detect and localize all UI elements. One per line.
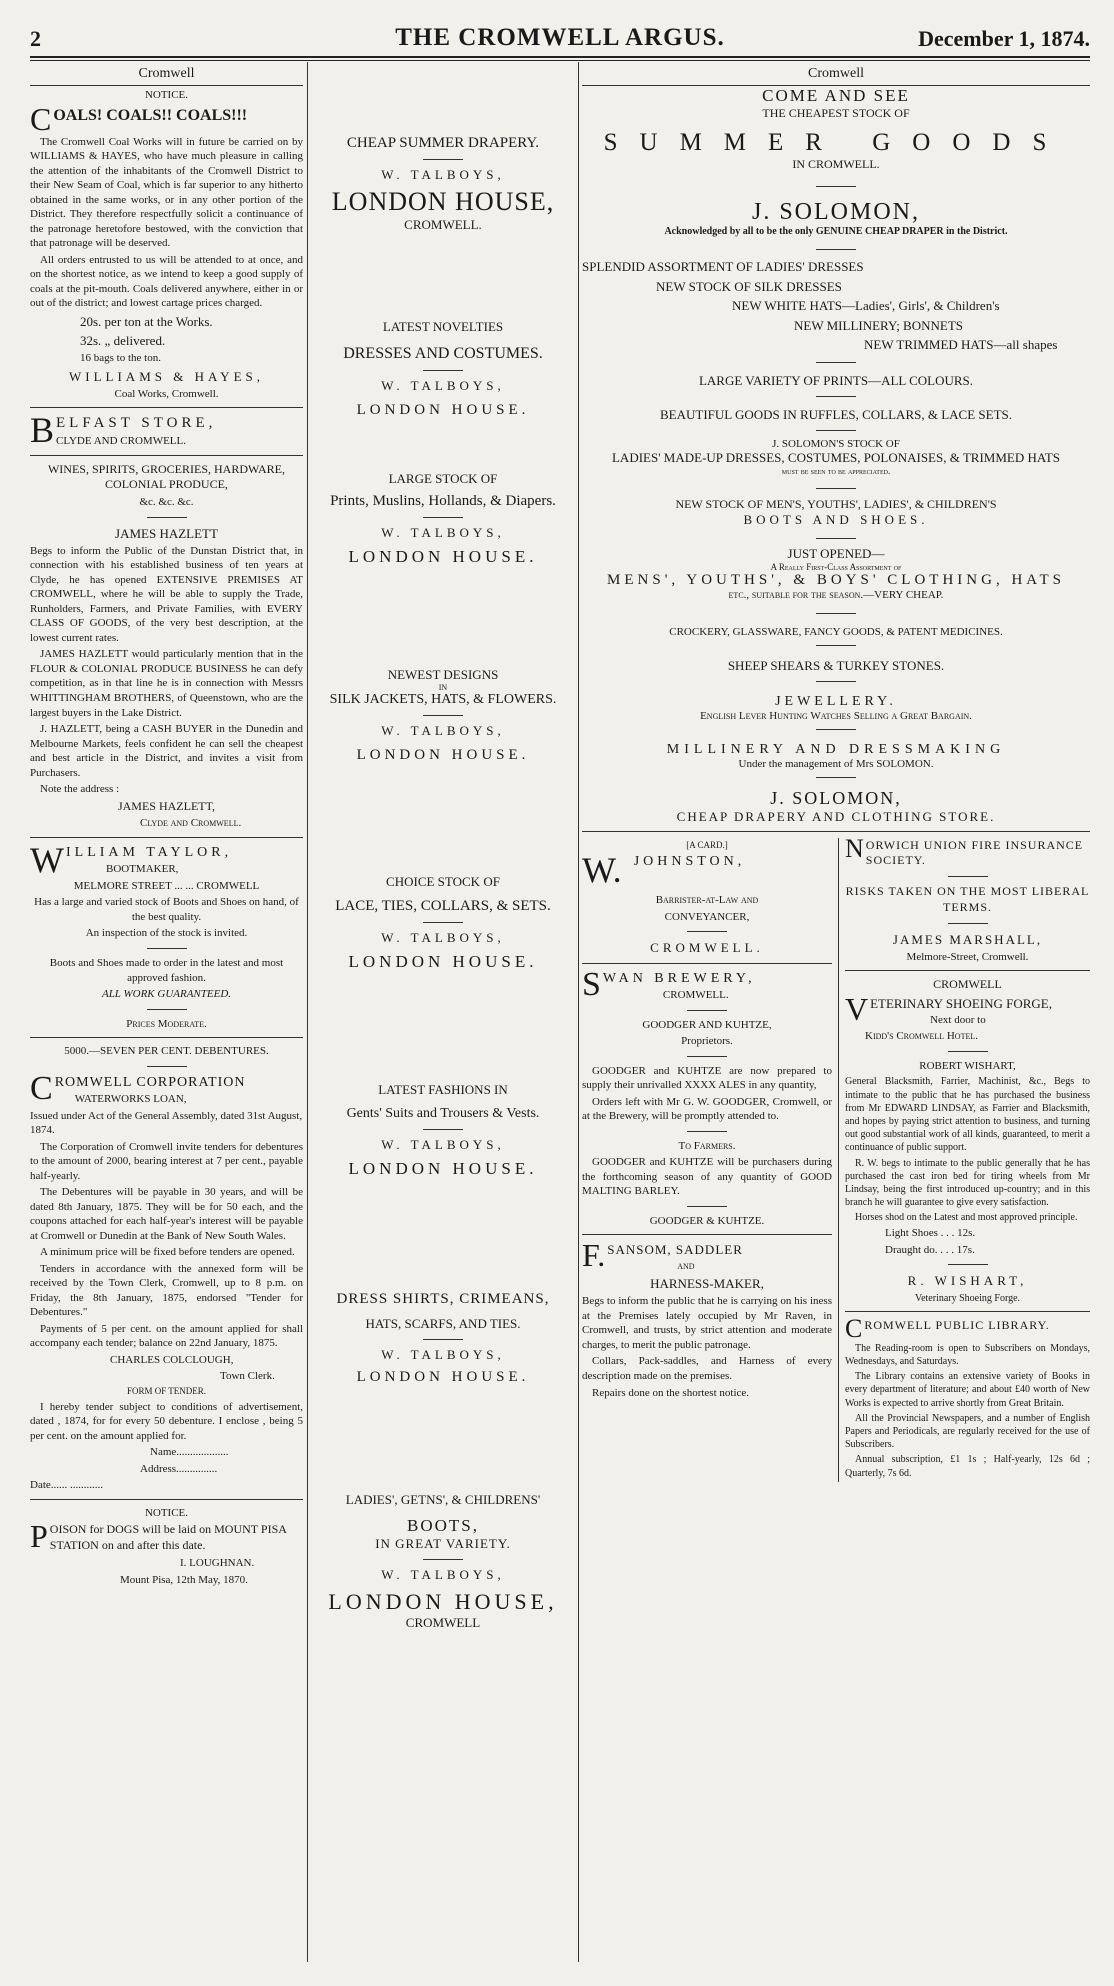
vet-next-door: Next door to: [930, 1013, 986, 1026]
masthead: [30, 22, 1090, 52]
boots-line-2: BOOTS AND SHOES.: [743, 511, 929, 527]
taylor-trade: BOOTMAKER,: [105, 863, 179, 876]
belfast-para-3: J. HAZLETT, being a CASH BUYER in the Dunedin and Melbourne Markets, feels confident he can sell the cheapest and best article in the District, and invites a visit from Purchasers.: [30, 723, 303, 779]
belfast-note: Note the address :: [40, 783, 120, 796]
prints-line: LARGE VARIETY OF PRINTS—ALL COLOURS.: [698, 372, 974, 388]
dress-list-item: NEW TRIMMED HATS—all shapes: [864, 337, 1058, 352]
advert-line: Gents' Suits and Trousers & Vests.: [346, 1106, 540, 1121]
vet-draught: Draught do. . . . 17s.: [885, 1243, 975, 1256]
loan-subtitle: WATERWORKS LOAN,: [74, 1093, 187, 1106]
vet-para-1: General Blacksmith, Farrier, Machinist, &c., Begs to intimate to the public that he has purchased the business from Mr EDWARD LINDSAY, as Farrier and Blacksmith, and hopes by paying strict attention to business, and turning out good substantial work of all kinds, guaranteed, to merit a continuance of public support.: [845, 1076, 1090, 1154]
advert-line: DRESSES AND COSTUMES.: [343, 345, 543, 362]
belfast-goods: WINES, SPIRITS, GROCERIES, HARDWARE, COLONIAL PRODUCE,: [47, 461, 285, 492]
vet-para-3: Horses shod on the Latest and most approved principle.: [855, 1212, 1078, 1224]
management: Under the management of Mrs SOLOMON.: [738, 757, 934, 770]
talboys-name: W. TALBOYS,: [381, 525, 505, 540]
belfast-advert: [30, 414, 303, 831]
drop-cap: S: [582, 969, 601, 1003]
solomon-name-2: J. SOLOMON,: [770, 787, 902, 808]
separator: [423, 1129, 463, 1130]
solomon-advert: [582, 86, 1090, 825]
drop-cap: P: [30, 1522, 48, 1554]
small-adverts-right: [839, 838, 1090, 1482]
talboys-advert-7: [312, 1291, 574, 1386]
separator: [687, 1206, 727, 1207]
drop-cap: C: [845, 1317, 863, 1340]
in-cromwell: IN CROMWELL.: [792, 157, 880, 171]
johnston-title: Barrister-at-Law and: [655, 894, 759, 907]
talboys-advert-1: [312, 134, 574, 233]
separator: [30, 837, 303, 838]
watches: English Lever Hunting Watches Selling a Great Bargain.: [700, 709, 972, 722]
poison-advert: [30, 1506, 303, 1587]
poison-footer: Mount Pisa, 12th May, 1870.: [120, 1573, 248, 1586]
library-para-3: All the Provincial Newspapers, and a number of English Papers and Periodicals, are regularly received for the use of Subscribers.: [845, 1412, 1090, 1451]
london-house: LONDON HOUSE.: [348, 1159, 538, 1178]
taylor-address: MELMORE STREET ... ... CROMWELL: [73, 879, 260, 892]
advert-line: CHEAP SUMMER DRAPERY.: [346, 135, 540, 151]
boots-line-1: NEW STOCK OF MEN'S, YOUTHS', LADIES', & CHILDREN'S: [675, 496, 997, 511]
vet-title: ETERINARY SHOEING FORGE,: [870, 996, 1052, 1012]
separator: [816, 681, 856, 682]
sansom-para-1: Begs to inform the public that he is carrying on his iness at the Premises lately occupied by Mr Raven, in Cromwell, and trusts, by strict attention and moderate charges, to merit the public patronage.: [582, 1295, 832, 1351]
drop-cap: C: [30, 1073, 53, 1107]
london-house: LONDON HOUSE.: [356, 1369, 530, 1385]
norwich-agent: JAMES MARSHALL,: [892, 931, 1043, 947]
norwich-risks: RISKS TAKEN ON THE MOST LIBERAL TERMS.: [845, 884, 1090, 914]
loan-para-1: The Corporation of Cromwell invite tenders for debentures to the amount of 2000, bearing interest at 7 per cent., payable half-yearly.: [30, 1140, 303, 1182]
just-opened: JUST OPENED—: [787, 545, 885, 561]
london-house: LONDON HOUSE.: [348, 547, 538, 566]
advert-line: SILK JACKETS, HATS, & FLOWERS.: [329, 692, 557, 707]
loan-signature: CHARLES COLCLOUGH,: [110, 1353, 234, 1366]
to-farmers: To Farmers.: [678, 1139, 736, 1152]
drop-cap: B: [30, 414, 55, 449]
talboys-advert-4: [312, 667, 574, 764]
stock-line-1: J. SOLOMON'S STOCK OF: [772, 437, 900, 450]
loan-para-3: A minimum price will be fixed before tenders are opened.: [40, 1246, 295, 1259]
talboys-name: W. TALBOYS,: [381, 1567, 505, 1582]
library-para-2: The Library contains an extensive variety of Books in every department of literature; and about £40 worth of New Works is expected to arrive shortly from Great Britain.: [845, 1371, 1090, 1409]
library-title: ROMWELL PUBLIC LIBRARY.: [864, 1317, 1050, 1332]
advert-line: LADIES', GETNS', & CHILDRENS': [345, 1492, 541, 1507]
belfast-para-1: Begs to inform the Public of the Dunstan District that, in connection with his established business of ten years at Clyde, he has opened EXTENSIVE PREMISES AT CROMWELL, where he will be able to supply the Trade, Runholders, Farmers, and Private Families, with EVERY CLASS OF GOODS, of the very best description, at the lowest current rates.: [30, 544, 303, 644]
belfast-address: Clyde and Cromwell.: [140, 817, 242, 830]
separator: [423, 922, 463, 923]
loan-para-2: The Debentures will be payable in 30 years, and will be dated 8th January, 1875. They will be for 50 each, and the coupons attached for each half-year's interest will be payable at Cromwell or Dunedin at the Bank of New South Wales.: [30, 1186, 303, 1242]
swan-firm: GOODGER AND KUHTZE,: [642, 1018, 772, 1031]
swan-para-1: GOODGER and KUHTZE are now prepared to supply their unrivalled XXXX ALES in any quantity,: [582, 1064, 832, 1092]
johnston-card: [582, 840, 832, 957]
separator: [423, 1339, 463, 1340]
talboys-name: W. TALBOYS,: [381, 1137, 505, 1152]
separator: [423, 1559, 463, 1560]
separator: [816, 613, 856, 614]
talboys-advert-8: [312, 1492, 574, 1631]
belfast-title: ELFAST STORE,: [56, 415, 217, 432]
loan-issued: Issued under Act of the General Assembly, dated 31st August, 1874.: [30, 1109, 303, 1137]
talboys-name: W. TALBOYS,: [381, 723, 505, 738]
column-divider-1: [307, 62, 308, 1962]
vet-top: CROMWELL: [933, 977, 1002, 992]
vet-forge: Veterinary Shoeing Forge.: [914, 1292, 1021, 1304]
tender-form-text: I hereby tender subject to conditions of advertisement, dated , 1874, for for every 50 debenture. I enclose , being 5 per cent. on the amount applied for.: [30, 1400, 303, 1442]
advert-line: NEWEST DESIGNS: [387, 667, 499, 682]
norwich-address: Melmore-Street, Cromwell.: [906, 950, 1029, 963]
taylor-advert: [30, 844, 303, 1031]
separator: [423, 715, 463, 716]
separator: [687, 931, 727, 932]
taylor-title: ILLIAM TAYLOR,: [65, 844, 233, 860]
talboys-advert-6: [312, 1082, 574, 1179]
town-name: CROMWELL.: [404, 217, 482, 232]
separator: [845, 1311, 1090, 1312]
masthead-rule: [30, 56, 1090, 58]
coal-price-2: 32s. „ delivered.: [80, 332, 166, 348]
clothing-store: CHEAP DRAPERY AND CLOTHING STORE.: [676, 808, 996, 824]
drop-cap: F.: [582, 1241, 606, 1274]
separator: [147, 948, 187, 949]
summer-goods: SUMMER GOODS: [603, 129, 1069, 156]
dress-list-item: SPLENDID ASSORTMENT OF LADIES' DRESSES: [582, 259, 864, 274]
library-advert: [845, 1318, 1090, 1480]
sheep-shears: SHEEP SHEARS & TURKEY STONES.: [727, 657, 945, 673]
belfast-etc: &c. &c. &c.: [139, 496, 194, 509]
newspaper-title: THE CROMWELL ARGUS.: [395, 24, 725, 51]
separator: [816, 186, 856, 187]
johnston-name: JOHNSTON,: [633, 854, 746, 870]
separator: [816, 538, 856, 539]
swan-title: WAN BREWERY,: [602, 970, 756, 986]
separator: [816, 362, 856, 363]
advert-line: BOOTS,: [407, 1516, 479, 1535]
coal-price-1: 20s. per ton at the Works.: [80, 313, 213, 329]
taylor-para-3: Boots and Shoes made to order in the latest and most approved fashion.: [49, 957, 284, 984]
separator: [423, 370, 463, 371]
card-label: [A CARD.]: [686, 839, 728, 850]
coal-location: Coal Works, Cromwell.: [114, 387, 219, 400]
cheapest-stock: THE CHEAPEST STOCK OF: [762, 106, 910, 120]
small-adverts-left: [582, 838, 839, 1482]
vet-signature: R. WISHART,: [907, 1273, 1028, 1289]
talboys-name: W. TALBOYS,: [381, 167, 505, 182]
separator: [147, 1009, 187, 1010]
loan-heading: 5000.—SEVEN PER CENT. DEBENTURES.: [64, 1045, 269, 1058]
come-and-see: COME AND SEE: [762, 86, 910, 105]
tender-form-heading: FORM OF TENDER.: [126, 1385, 207, 1396]
separator: [30, 407, 303, 408]
dress-list-item: NEW STOCK OF SILK DRESSES: [656, 278, 842, 294]
page-number: 2: [30, 26, 41, 51]
tender-date-line: Date...... ............: [30, 1479, 104, 1492]
column-header: Cromwell: [30, 64, 303, 86]
vet-para-2: R. W. begs to intimate to the public generally that he has purchased the cast iron bed for tiring wheels from Mr Lindsay, being the first introduced up-country; and in this branch he will guarantee to give every satisfaction.: [845, 1157, 1090, 1209]
separator: [816, 396, 856, 397]
separator: [147, 517, 187, 518]
talboys-name: W. TALBOYS,: [381, 1347, 505, 1362]
separator: [30, 455, 303, 456]
coal-advert: [30, 88, 303, 401]
advert-line: LARGE STOCK OF: [388, 471, 498, 486]
sansom-and: AND: [677, 1261, 695, 1271]
small-adverts: [582, 838, 1090, 1482]
separator: [30, 1499, 303, 1500]
sansom-para-3: Repairs done on the shortest notice.: [592, 1386, 750, 1399]
library-para-4: Annual subscription, £1 1s ; Half-yearly, 12s 6d ; Quarterly, 7s 6d.: [845, 1454, 1090, 1479]
column-left: [30, 64, 303, 1589]
johnston-conveyancer: CONVEYANCER,: [664, 910, 750, 923]
advert-line: LACE, TIES, COLLARS, & SETS.: [335, 898, 551, 914]
drop-cap: C: [30, 104, 52, 133]
issue-date: December 1, 1874.: [918, 26, 1090, 51]
advert-line: HATS, SCARFS, AND TIES.: [365, 1316, 521, 1331]
column-right: [582, 64, 1090, 1482]
separator: [948, 923, 988, 924]
swan-para-3: GOODGER and KUHTZE will be purchasers during the forthcoming season of any quantity of GOOD MALTING BARLEY.: [582, 1156, 832, 1198]
belfast-para-2: JAMES HAZLETT would particularly mention that in the FLOUR & COLONIAL PRODUCE BUSINESS he can defy competition, as in that line he is in connection with Messrs WHITTINGHAM BROTHERS, of Queenstown, who are the largest buyers in the Lake District.: [30, 648, 303, 719]
loan-role: Town Clerk.: [220, 1370, 275, 1383]
advert-line: IN GREAT VARIETY.: [375, 1536, 511, 1551]
taylor-prices: Prices Moderate.: [126, 1017, 207, 1030]
london-house: LONDON HOUSE,: [331, 187, 555, 216]
coal-title: OALS! COALS!! COALS!!!: [53, 106, 248, 124]
sansom-advert: [582, 1241, 832, 1400]
separator: [582, 963, 832, 964]
separator: [687, 1010, 727, 1011]
coal-firm: WILLIAMS & HAYES,: [69, 368, 264, 384]
separator: [687, 1131, 727, 1132]
separator: [948, 1051, 988, 1052]
masthead-rule-thin: [30, 60, 1090, 61]
crockery-line: CROCKERY, GLASSWARE, FANCY GOODS, & PATENT MEDICINES.: [669, 625, 1003, 638]
talboys-advert-3: [312, 471, 574, 567]
taylor-para-1: Has a large and varied stock of Boots and Shoes on hand, of the best quality.: [34, 896, 299, 923]
dress-list-item: NEW WHITE HATS—Ladies', Girls', & Children's: [732, 298, 1000, 313]
advert-line: LATEST NOVELTIES: [382, 319, 504, 334]
norwich-title: ORWICH UNION FIRE INSURANCE SOCIETY.: [865, 837, 1084, 868]
beautiful-goods: BEAUTIFUL GOODS IN RUFFLES, COLLARS, & LACE SETS.: [660, 406, 1012, 422]
column-header: Cromwell: [582, 64, 1090, 86]
sansom-para-2: Collars, Pack-saddles, and Harness of every description made on the premises.: [582, 1355, 832, 1382]
column-divider-2: [578, 62, 579, 1962]
poison-signature: I. LOUGHNAN.: [180, 1556, 255, 1569]
tender-address-line: Address...............: [140, 1462, 218, 1475]
loan-para-5: Payments of 5 per cent. on the amount applied for shall accompany each tender; balance on 22nd January, 1875.: [30, 1322, 303, 1350]
vet-light-shoes: Light Shoes . . . 12s.: [885, 1227, 976, 1240]
talboys-advert-2: [312, 319, 574, 419]
separator: [582, 831, 1090, 832]
separator: [423, 159, 463, 160]
separator: [816, 430, 856, 431]
sansom-title-2: HARNESS-MAKER,: [650, 1276, 764, 1292]
town-name: CROMWELL: [405, 1615, 481, 1630]
loan-para-4: Tenders in accordance with the annexed form will be received by the Town Clerk, Cromwell, up to 8 p.m. on Friday, the 8th January, 1875, endorsed "Tender for Debentures.": [30, 1262, 303, 1319]
advert-line: IN: [438, 683, 448, 692]
dress-list: [582, 257, 1090, 355]
separator: [816, 488, 856, 489]
london-house: LONDON HOUSE.: [348, 952, 538, 971]
notice-label: NOTICE.: [144, 1506, 189, 1519]
belfast-signature: JAMES HAZLETT,: [117, 798, 216, 813]
first-class: A Really First-Class Assortment of: [770, 561, 902, 572]
column-middle: [312, 64, 574, 1631]
library-para-1: The Reading-room is open to Subscribers on Mondays, Wednesdays, and Saturdays.: [845, 1342, 1090, 1367]
swan-proprietors: Proprietors.: [681, 1035, 733, 1048]
dress-list-item: NEW MILLINERY; BONNETS: [794, 317, 963, 333]
advert-line: Prints, Muslins, Hollands, & Diapers.: [330, 493, 556, 509]
separator: [30, 1037, 303, 1038]
separator: [816, 729, 856, 730]
separator: [845, 970, 1090, 971]
advert-line: DRESS SHIRTS, CRIMEANS,: [336, 1291, 550, 1307]
coal-para-2: All orders entrusted to us will be attended to at once, and on the shortest notice, as we intend to keep a good supply of coals at the pit-mouth. Coals delivered anywhere, either in or out of the district; and lowest cartage prices charged.: [30, 253, 303, 310]
separator: [582, 1234, 832, 1235]
belfast-subtitle: CLYDE AND CROMWELL.: [56, 435, 186, 447]
separator: [816, 249, 856, 250]
mens-clothing: MENS', YOUTHS', & BOYS' CLOTHING, HATS: [607, 571, 1065, 588]
norwich-union-advert: [845, 838, 1090, 965]
drop-cap: N: [845, 837, 864, 863]
stock-line-3: must be seen to be appreciated.: [781, 465, 891, 476]
london-house: LONDON HOUSE.: [356, 747, 530, 763]
vet-hotel: Kidd's Cromwell Hotel.: [865, 1030, 978, 1043]
very-cheap: etc., suitable for the season.—VERY CHEAP.: [728, 588, 944, 601]
advert-line: LATEST FASHIONS IN: [378, 1082, 508, 1097]
swan-para-2: Orders left with Mr G. W. GOODGER, Cromwell, or at the Brewery, will be promptly attended to.: [582, 1095, 832, 1123]
loan-advert: [30, 1044, 303, 1493]
tender-name-line: Name...................: [150, 1446, 229, 1459]
millinery: MILLINERY AND DRESSMAKING: [666, 741, 1006, 757]
talboys-name: W. TALBOYS,: [381, 378, 505, 393]
separator: [948, 1264, 988, 1265]
swan-town: CROMWELL.: [662, 989, 729, 1002]
acknowledged: Acknowledged by all to be the only GENUINE CHEAP DRAPER in the District.: [664, 226, 1008, 237]
drop-cap: W: [30, 843, 64, 877]
separator: [948, 876, 988, 877]
hazlett-name: JAMES HAZLETT: [115, 525, 218, 541]
talboys-advert-5: [312, 874, 574, 972]
drop-cap: V: [845, 995, 869, 1028]
talboys-name: W. TALBOYS,: [381, 930, 505, 945]
separator: [423, 517, 463, 518]
coal-para-1: The Cromwell Coal Works will in future be carried on by WILLIAMS & HAYES, who have much pleasure in calling the attention of the inhabitants of the Cromwell District to their New Seam of Coal, which is far superior to any hitherto obtained in the same works, or in any other portion of the District. They therefore respectfully solicit a continuance of the patronage heretofore bestowed, with the conviction that that patronage will be deserved.: [30, 135, 303, 250]
separator: [687, 1056, 727, 1057]
separator: [147, 1066, 187, 1067]
separator: [816, 645, 856, 646]
johnston-town: CROMWELL.: [650, 940, 764, 956]
stock-line-2: LADIES' MADE-UP DRESSES, COSTUMES, POLONAISES, & TRIMMED HATS: [611, 449, 1060, 465]
notice-label: NOTICE.: [144, 89, 189, 101]
sansom-title: SANSOM, SADDLER: [607, 1242, 743, 1258]
swan-signature: GOODGER & KUHTZE.: [649, 1214, 765, 1227]
loan-title: ROMWELL CORPORATION: [54, 1074, 246, 1090]
veterinary-forge-advert: [845, 977, 1090, 1304]
poison-text: OISON for DOGS will be laid on MOUNT PISA STATION on and after this date.: [49, 1522, 287, 1553]
coal-price-3: 16 bags to the ton.: [80, 352, 161, 365]
swan-brewery-advert: [582, 970, 832, 1229]
vet-name: ROBERT WISHART,: [919, 1059, 1016, 1072]
separator: [816, 777, 856, 778]
solomon-name: J. SOLOMON,: [751, 199, 920, 225]
taylor-para-2: An inspection of the stock is invited.: [85, 927, 248, 940]
london-house: LONDON HOUSE.: [356, 402, 530, 418]
taylor-guarantee: ALL WORK GUARANTEED.: [101, 988, 232, 1001]
jewellery: JEWELLERY.: [775, 693, 897, 709]
drop-cap: W.: [582, 853, 622, 888]
london-house: LONDON HOUSE,: [328, 1589, 558, 1614]
advert-line: CHOICE STOCK OF: [386, 874, 500, 889]
